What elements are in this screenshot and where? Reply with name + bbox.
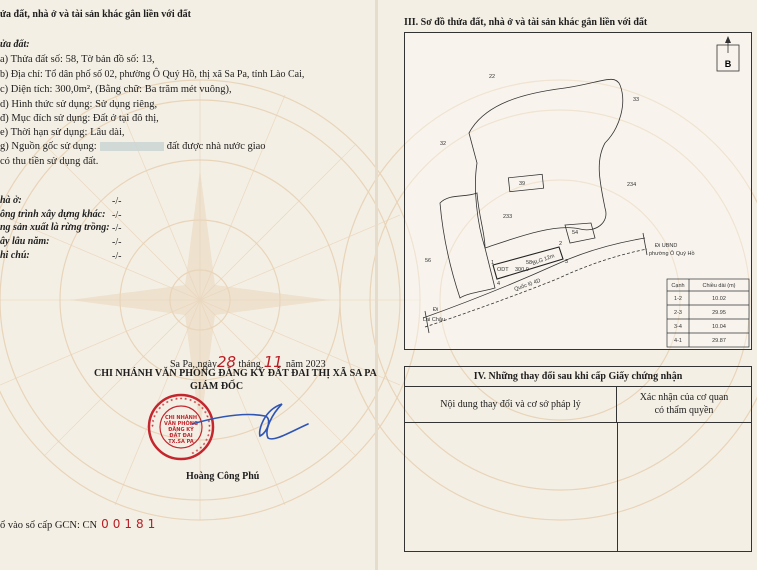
section-title-land: ửa đất, nhà ở và tài sản khác gắn liền với đất <box>0 9 192 20</box>
point-label-1: 1 <box>491 260 495 266</box>
construction-value: -/- <box>112 210 122 221</box>
parcel-54-boundary <box>565 223 595 243</box>
signer-name: Hoàng Công Phú <box>186 471 260 482</box>
parcel-label-233: 233 <box>503 214 513 220</box>
sub-title-parcel: ửa đất: <box>0 39 30 50</box>
svg-text:ĐẤT ĐAI: ĐẤT ĐAI <box>169 433 193 439</box>
north-arrow-icon <box>717 36 739 71</box>
right-page <box>378 0 757 570</box>
section-title-map: III. Sơ đồ thửa đất, nhà ở và tài sản khác gắn liền với đất <box>404 17 648 28</box>
origin-suffix: đất được nhà nước giao <box>166 141 266 152</box>
edge-row-3-name: 3-4 <box>674 324 682 330</box>
edge-row-2-length: 29.95 <box>712 310 726 316</box>
date-day: 28 <box>216 353 237 371</box>
point-label-3: 3 <box>565 259 569 265</box>
edges-header-length: Chiều dài (m) <box>702 283 736 289</box>
date-prefix: Sa Pa, ngày <box>170 359 217 370</box>
origin-prefix: g) Nguồn gốc sử dụng: <box>0 141 97 152</box>
place-left-line1: Đi <box>433 307 439 313</box>
parcel-label-33: 33 <box>633 97 640 103</box>
item-address: b) Địa chỉ: Tổ dân phố số 02, phường Ô Quý Hồ, thị xã Sa Pa, tỉnh Lào Cai, <box>0 69 305 80</box>
office-name: CHI NHÁNH VĂN PHÒNG ĐĂNG KÝ ĐẤT ĐAI THỊ XÃ SA PA <box>94 368 377 379</box>
item-parcel-number: a) Thửa đất số: 58, Tờ bản đồ số: 13, <box>0 54 155 65</box>
house-label: hà ở: <box>0 195 22 206</box>
svg-text:* * * * * * * * * * * * * * *: * * * * * * * * * * * * * * * * * * * * * * * * * * <box>150 396 212 455</box>
place-right-line1: Đi UBND <box>655 243 678 249</box>
edge-row-4-name: 4-1 <box>674 338 682 344</box>
book-entry <box>0 517 159 531</box>
redacted-text <box>100 142 164 151</box>
item-area: c) Diện tích: 300,0m², (Bằng chữ: Ba trăm mét vuông), <box>0 84 232 95</box>
subject-label-code: ODT <box>497 267 509 273</box>
book-number: 00181 <box>101 517 160 531</box>
svg-text:TX.SA PA: TX.SA PA <box>168 439 194 445</box>
position-title: GIÁM ĐỐC <box>190 381 244 392</box>
edge-row-2-name: 2-3 <box>674 310 682 316</box>
changes-col2-line2: có thẩm quyền <box>654 405 714 416</box>
place-left-line2: Lai Châu <box>423 317 446 323</box>
note-value: -/- <box>112 251 122 262</box>
perennial-value: -/- <box>112 237 122 248</box>
date-month-word: tháng <box>238 359 261 370</box>
parcel-33-boundary <box>440 193 495 298</box>
edge-row-1-name: 1-2 <box>674 296 682 302</box>
book-label: ổ vào sổ cấp GCN: CN <box>0 520 98 531</box>
edge-row-3-length: 10.04 <box>712 324 726 330</box>
svg-text:CHI NHÁNH: CHI NHÁNH <box>164 415 198 421</box>
point-label-2: 2 <box>559 241 563 247</box>
note-label: hi chú: <box>0 250 30 261</box>
changes-col-confirmation <box>617 387 751 423</box>
road-name-label: Quốc lộ 4D <box>513 277 542 293</box>
point-label-4: 4 <box>497 281 501 287</box>
item-usage-purpose: đ) Mục đích sử dụng: Đất ở tại đô thị, <box>0 113 159 124</box>
date-month: 11 <box>263 353 283 371</box>
date-year: năm 2023 <box>285 359 326 370</box>
parcel-label-56: 56 <box>425 258 432 264</box>
north-label: B <box>724 59 732 69</box>
changes-col-content: Nội dung thay đổi và cơ sở pháp lý <box>405 387 617 423</box>
edge-row-4-length: 29.87 <box>712 338 726 344</box>
edge-row-1-length: 10.02 <box>712 296 726 302</box>
svg-text:VĂN PHÒNG: VĂN PHÒNG <box>163 421 199 427</box>
changes-table <box>404 366 752 552</box>
parcel-22-boundary <box>469 79 623 248</box>
forest-label: ng sản xuất là rừng trồng: <box>0 222 110 233</box>
parcel-label-22: 22 <box>489 74 496 80</box>
item-usage-form: d) Hình thức sử dụng: Sử dụng riêng, <box>0 99 158 110</box>
parcel-label-234: 234 <box>627 182 637 188</box>
changes-title: IV. Những thay đổi sau khi cấp Giấy chứng nhận <box>405 367 751 387</box>
edges-header-edge: Cạnh <box>671 283 685 289</box>
parcel-label-32: 32 <box>440 141 447 147</box>
parcel-label-54: 54 <box>572 230 579 236</box>
subject-label-area: 300,0 <box>515 267 529 273</box>
forest-value: -/- <box>112 223 122 234</box>
house-value: -/- <box>112 196 122 207</box>
perennial-label: ây lâu năm: <box>0 236 50 247</box>
parcel-label-39: 39 <box>519 181 526 187</box>
left-page <box>0 0 375 570</box>
road-upper-edge <box>423 238 645 318</box>
svg-text:ĐĂNG KÝ: ĐĂNG KÝ <box>168 427 194 433</box>
subject-label-number: 58 <box>526 260 533 266</box>
item-origin-line2: có thu tiền sử dụng đất. <box>0 156 99 167</box>
parcel-39-boundary <box>508 174 543 191</box>
changes-column-divider <box>617 423 618 551</box>
edges-table <box>667 279 749 347</box>
place-right-line2: phường Ô Quý Hồ <box>649 251 695 257</box>
item-origin <box>0 141 266 152</box>
parcel-map <box>404 32 752 350</box>
changes-col2-line1: Xác nhận của cơ quan <box>639 392 729 403</box>
item-usage-term: e) Thời hạn sử dụng: Lâu dài, <box>0 127 125 138</box>
road-width-label: BLG 12m <box>531 253 556 267</box>
signature <box>190 402 310 452</box>
construction-label: ông trình xây dựng khác: <box>0 209 106 220</box>
